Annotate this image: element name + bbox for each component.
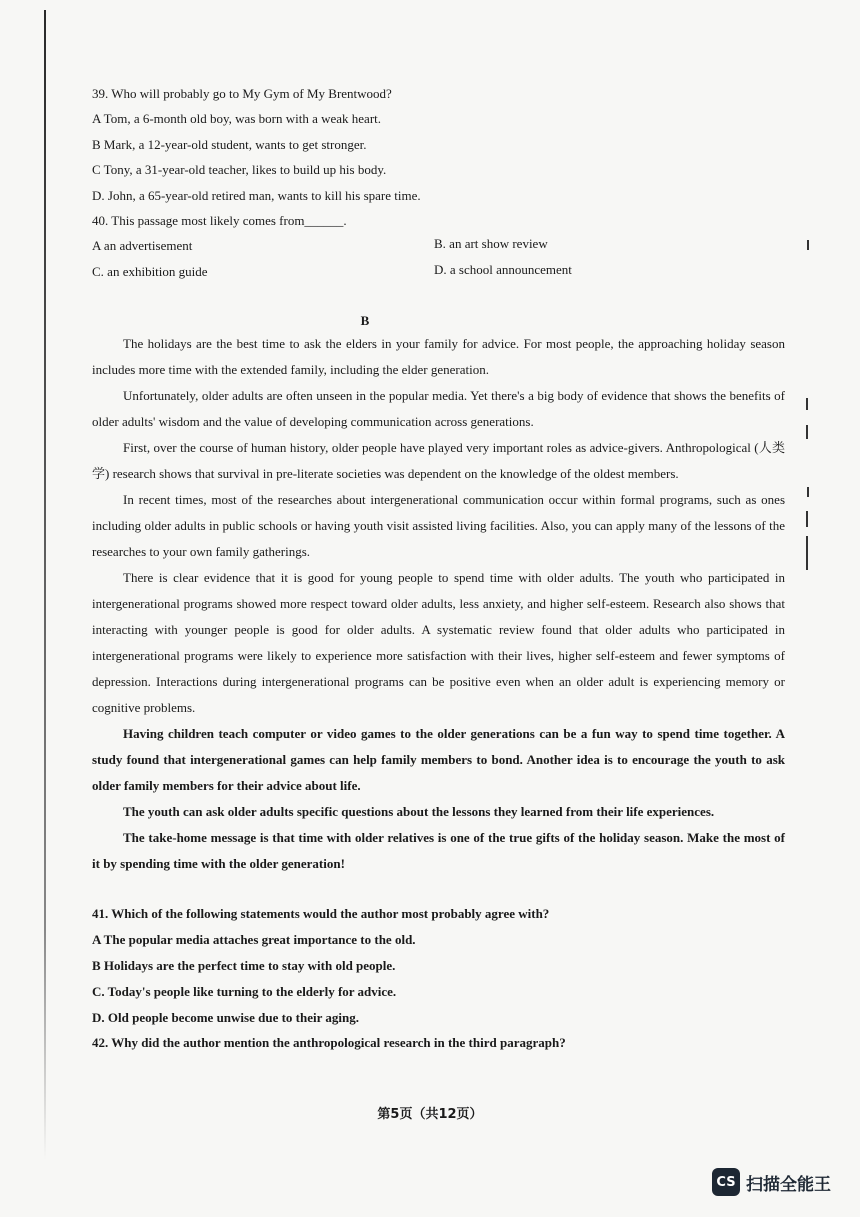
question-40-option-d: D. a school announcement xyxy=(434,262,572,277)
question-41-option-d: D. Old people become unwise due to their aging. xyxy=(92,1010,359,1025)
scan-mark xyxy=(806,536,808,570)
question-39: 39. Who will probably go to My Gym of My Brentwood? xyxy=(92,86,392,101)
question-41-option-c: C. Today's people like turning to the elderly for advice. xyxy=(92,984,397,999)
question-39-option-c: C Tony, a 31-year-old teacher, likes to build up his body. xyxy=(92,162,387,177)
passage-paragraph-5: There is clear evidence that it is good for young people to spend time with older adults. The youth who participated in intergenerational programs showed more respect toward older adults, less anxiety, and higher self-esteem. Research also shows that interacting with younger people is good for older adults. A systematic review found that older adults who participated in intergenerational programs were likely to experience more satisfaction with their lives, higher self-esteem and fewer symptoms of depression. Interactions during intergenerational programs can be positive even when an older adult is experiencing memory or cognitive problems. xyxy=(92,570,785,715)
question-41-option-a: A The popular media attaches great importance to the old. xyxy=(92,932,416,947)
question-42: 42. Why did the author mention the anthropological research in the third paragraph? xyxy=(92,1035,566,1050)
scan-mark xyxy=(807,487,809,497)
scan-mark xyxy=(806,425,808,439)
section-title: B xyxy=(360,313,370,328)
scan-mark xyxy=(806,511,808,527)
scan-edge-line xyxy=(44,10,46,1160)
page-footer: 第5页（共12页） xyxy=(377,1107,483,1122)
passage-paragraph-8: The take-home message is that time with older relatives is one of the true gifts of the holiday season. Make the most of it by spending time with the older generation! xyxy=(92,830,785,871)
camscanner-label: 扫描全能王 xyxy=(746,1174,831,1195)
passage-paragraph-6: Having children teach computer or video games to the older generations can be a fun way to spend time together. A study found that intergenerational games can help family members to bond. Another idea is to encourage the youth to ask older family members for their advice about life. xyxy=(92,726,785,793)
question-40-option-b: B. an art show review xyxy=(434,236,548,251)
passage-b xyxy=(92,331,785,877)
question-40-option-a: A an advertisement xyxy=(92,238,193,253)
question-40: 40. This passage most likely comes from______. xyxy=(92,213,347,228)
question-39-option-a: A Tom, a 6-month old boy, was born with a weak heart. xyxy=(92,111,382,126)
scan-mark xyxy=(807,240,809,250)
passage-paragraph-3: First, over the course of human history, older people have played very important roles as advice-givers. Anthropological (人类学) research shows that survival in pre-literate societies was dependent on the knowledge of the oldest members. xyxy=(92,440,785,481)
passage-paragraph-4: In recent times, most of the researches about intergenerational communication occur within formal programs, such as ones including older adults in public schools or having youth visit assisted living facilities. Also, you can apply many of the lessons of the researches to your own family gatherings. xyxy=(92,492,785,559)
question-40-option-c: C. an exhibition guide xyxy=(92,264,208,279)
question-39-option-b: B Mark, a 12-year-old student, wants to get stronger. xyxy=(92,137,367,152)
passage-paragraph-2: Unfortunately, older adults are often unseen in the popular media. Yet there's a big body of evidence that shows the benefits of older adults' wisdom and the value of developing communication across generations. xyxy=(92,388,785,429)
question-41-option-b: B Holidays are the perfect time to stay with old people. xyxy=(92,958,396,973)
passage-paragraph-1: The holidays are the best time to ask the elders in your family for advice. For most people, the approaching holiday season includes more time with the extended family, including the elder generation. xyxy=(92,336,785,377)
question-39-option-d: D. John, a 65-year-old retired man, wants to kill his spare time. xyxy=(92,188,421,203)
passage-paragraph-7: The youth can ask older adults specific questions about the lessons they learned from their life experiences. xyxy=(123,804,715,819)
question-41: 41. Which of the following statements would the author most probably agree with? xyxy=(92,906,550,921)
camscanner-logo-icon: CS xyxy=(712,1168,740,1196)
scan-mark xyxy=(806,398,808,410)
scanner-watermark xyxy=(712,1168,831,1196)
